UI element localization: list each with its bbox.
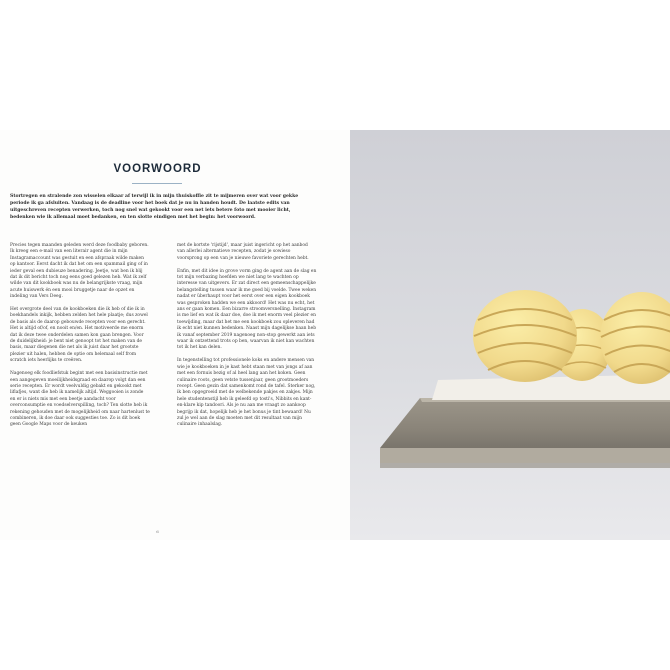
body-paragraph: In tegenstelling tot professionele koks en andere mensen van wie je kookboeken in je kast hebt staan met van jongs af aan met een fornuis bezig of al heel lang aan het koken. Geen culinaire roots, geen vetste tussenjaar, geen grootmoeders recept. Geen gezin dat samenkomt rond de tafel. Sterker nog, ik ben opgegroeid met de welbekende pakjes en zakjes. Mijn hele studentenstijl heb ik geleefd op tosti's, Nibbits en kant-en-klare kip tandoori. Als je nu aan me vraagt zo aankoop begrijp ik dat, hopelijk heb je het bonus je tint bewaard! Nu zul je wel aan de slag moeten met dit resultaat van mijn culinaire inhaalslag. — [177, 358, 316, 428]
cream-horn — [473, 290, 577, 382]
page-number: 6 — [156, 529, 159, 534]
left-column — [10, 243, 150, 435]
baking-tray — [380, 398, 670, 468]
page-title: VOORWOORD — [113, 163, 202, 175]
body-paragraph: Het overgrote deel van de kookboeken die ik heb of die ik in boekhandels inkijk, hebben zelden het hele plaatje; dus zowel de basis als de daarop gebouwde recepten voor een gerecht. Het is altijd of/of, en nooit en/en. Het motiveerde me enorm dat ik deze twee onderdelen samen kon gaan brengen. Voor de duidelijkheid: je bent niet genoopt tot het maken van de basis, maar diegenen die net als ik juist daar het grootste plezier uit halen, hebben de optie om helemaal self from scratch iets heerlijks te creëren. — [10, 307, 148, 364]
book-spread — [0, 130, 670, 540]
body-paragraph: Enfin, met dit idee in grove vorm ging de agent aan de slag en tot mijn verbazing hoefden we niet lang te wachten op interesse van uitgevers. Er zat direct een gemeenschappelijke belangstelling tussen waar ik me goed bij voelde. Twee weken nadat er überhaupt voor het eerst over een eigen kookboek was gesproken hadden we een akkoord! Het was nu echt, het ans er gaan komen. Een bizarre stroomversnelling. Instagram is me lief en wat ik daar doe, doe ik met enorm veel plezier en toewijding, maar dat het me een kookboek zou opleveren had ik echt niet kunnen bedenken. Naast mijn dagelijkse baan heb ik vanaf september 2019 nagenoeg non-stop gewerkt aan iets waar ik ontzettend trots op ben, waarvan ik niet kan wachten tot ik het kan delen. — [177, 268, 317, 351]
right-column — [177, 243, 317, 435]
text-page — [0, 130, 350, 540]
body-paragraph: Nagenoeg elk foodliefstuk begint met een basisinstructie met een aangegeven moeilijkheidsgraad en daarop volgt dan een serie recepten. Er wordt veelvuldig gebakt en gekookt met liflafjes, want die heb ik namelijk altijd. Weggooien is zonde en er is niets mis met een beetje aandacht voor overconsumptie en voedselverspilling, toch? Ten slotte heb ik rekening gehouden met de mogelijkheid om naar hartenlust te combineren, ik doe daar ook suggesties toe. Zo is dit boek geen Google Maps voor de keuken — [10, 371, 150, 428]
title-divider — [132, 183, 182, 184]
body-paragraph: Precies tegen maanden geleden werd deze foodbaby geboren. Ik kreeg een e-mail van een literair agent die in mijn Instagramaccount was gestuit en een afspraak wilde maken op kantoor. Eerst dacht ik dat het om een spammail ging of in ieder geval een dubieuze benadering. Jeetje, wat ben ik blij dat ik dit bericht toch nog eens goed gelezen heb. Wat ik zelf wilde van dit kookboek was nu de belangrijkste vraag, mijn acute huiswerk én een mooi bruggetje naar de opzet en indeling van Vers Deeg. — [10, 243, 149, 300]
intro-paragraph: Stortregen en stralende zon wisselen elkaar af terwijl ik in mijn thuiskoffie zit te mijmeren over wat voor gekke periode ik ga afsluiten. Vandaag is de deadline voor het boek dat je nu in handen houdt. De laatste edits van uitgeschreven recepten verwerken, toch nog snel wat gekookt voor een net iets betere foto met mooier licht, bedenken wie ik allemaal moet bedanken, en ten slotte eindigen met het begin: het voorwoord. — [10, 194, 299, 220]
pastry-photo — [350, 130, 670, 540]
body-paragraph: met de kortste 'rijstijd', maar juist ingericht op het aanbod van allerlei alternatieve recepten, zodat je sowieso voorsprong op een van je nieuwe favoriete gerechten hebt. — [177, 243, 309, 261]
